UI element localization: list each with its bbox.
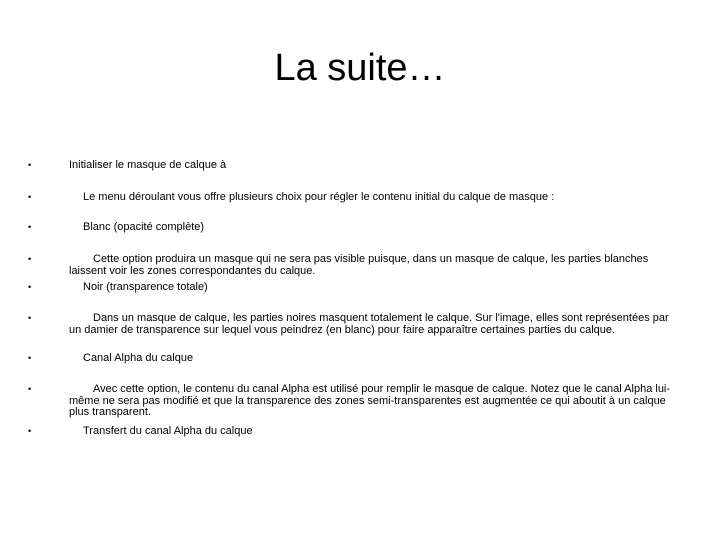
bullet-text: Cette option produira un masque qui ne sera pas visible puisque, dans un masque de calque, les parties blanches laissent voir les zones correspondantes du calque. bbox=[69, 253, 652, 277]
bullet-dot: • bbox=[28, 353, 32, 363]
bullet-dot: • bbox=[28, 384, 32, 394]
bullet-text: Le menu déroulant vous offre plusieurs choix pour régler le contenu initial du calque de masque : bbox=[83, 191, 555, 203]
bullet-dot: • bbox=[28, 254, 32, 264]
slide-title: La suite… bbox=[274, 47, 446, 89]
bullet-dot: • bbox=[28, 160, 32, 170]
bullet-text: Avec cette option, le contenu du canal Alpha est utilisé pour remplir le masque de calque. Notez que le canal Alpha lui-même ne sera pas modifié et que la transparence des zones semi-transparentes est augmentée ce qui aboutit à un calque plus transparent. bbox=[69, 383, 671, 418]
bullet-dot: • bbox=[28, 222, 32, 232]
bullet-text: Canal Alpha du calque bbox=[83, 352, 194, 364]
bullet-dot: • bbox=[28, 426, 32, 436]
bullet-text: Transfert du canal Alpha du calque bbox=[83, 425, 253, 437]
bullet-dot: • bbox=[28, 313, 32, 323]
bullet-text: Dans un masque de calque, les parties noires masquent totalement le calque. Sur l'image, elles sont représentées par un damier de transparence sur lequel vous peindrez (en blanc) pour faire apparaître certaines parties du calque. bbox=[69, 312, 672, 336]
bullet-text: Noir (transparence totale) bbox=[83, 281, 208, 293]
bullet-dot: • bbox=[28, 192, 32, 202]
bullet-dot: • bbox=[28, 282, 32, 292]
bullet-text: Initialiser le masque de calque à bbox=[69, 159, 227, 171]
bullet-text: Blanc (opacité complète) bbox=[83, 221, 205, 233]
